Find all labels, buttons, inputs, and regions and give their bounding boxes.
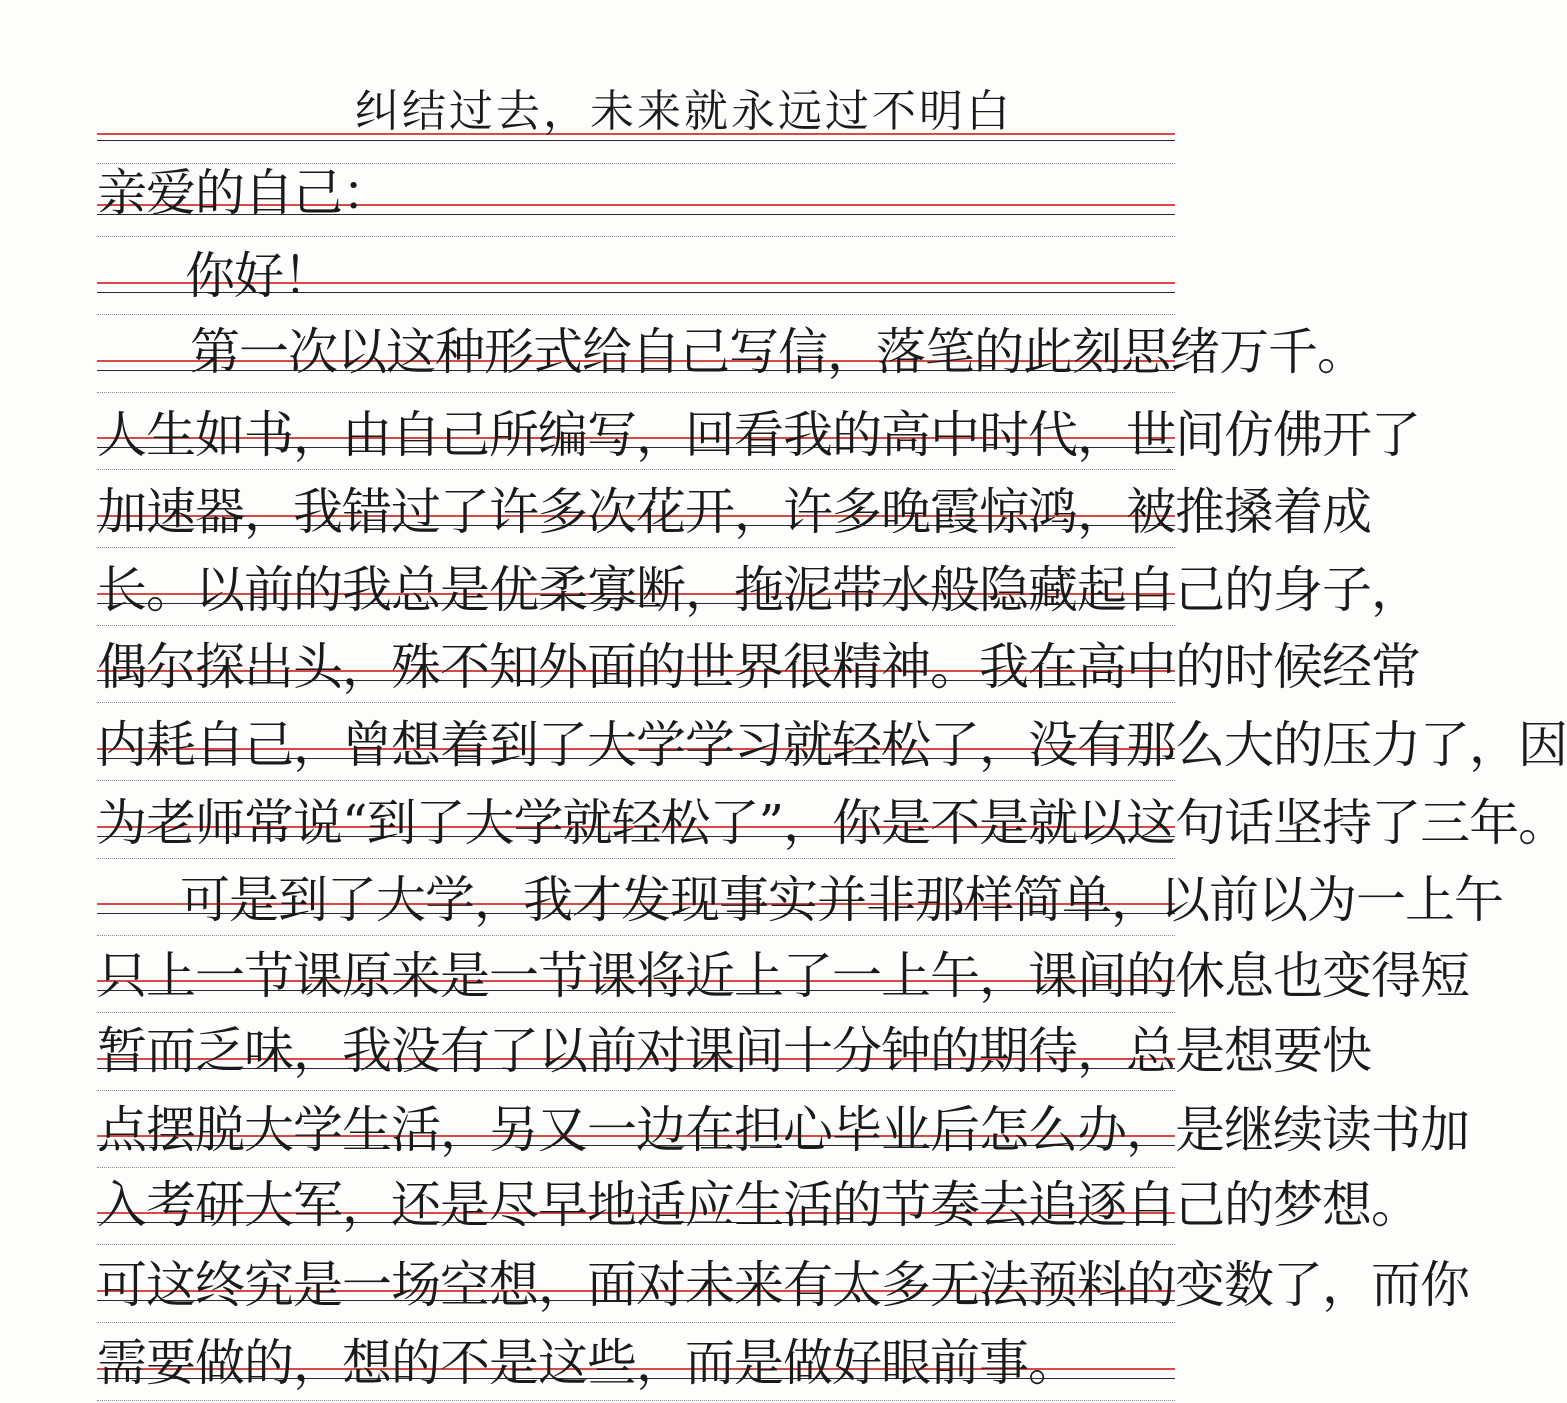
- body-line: 第一次以这种形式给自己写信，落笔的此刻思绪万千。: [190, 323, 1366, 381]
- dotted-rule-line: [97, 935, 1175, 936]
- dotted-rule-line: [97, 1167, 1175, 1168]
- greeting: 你好！: [185, 247, 332, 305]
- body-line: 可这终究是一场空想，面对未来有太多无法预料的变数了，而你: [97, 1256, 1469, 1314]
- body-line: 内耗自己，曾想着到了大学学习就轻松了，没有那么大的压力了，因: [97, 716, 1567, 774]
- black-rule-line: [97, 140, 1175, 141]
- dotted-rule-line: [97, 1090, 1175, 1091]
- body-line: 入考研大军，还是尽早地适应生活的节奏去追逐自己的梦想。: [97, 1176, 1420, 1234]
- body-line: 加速器，我错过了许多次花开，许多晚霞惊鸿，被推搡着成: [97, 483, 1371, 541]
- salutation: 亲爱的自己：: [97, 164, 391, 222]
- dotted-rule-line: [97, 1400, 1175, 1401]
- body-line: 偶尔探出头，殊不知外面的世界很精神。我在高中的时候经常: [97, 638, 1420, 696]
- body-line: 需要做的，想的不是这些，而是做好眼前事。: [97, 1334, 1077, 1392]
- dotted-rule-line: [97, 1012, 1175, 1013]
- dotted-rule-line: [97, 469, 1175, 470]
- body-line: 人生如书，由自己所编写，回看我的高中时代，世间仿佛开了: [97, 406, 1420, 464]
- body-line: 长。以前的我总是优柔寡断，拖泥带水般隐藏起自己的身子，: [97, 561, 1420, 619]
- body-line: 暂而乏味，我没有了以前对课间十分钟的期待，总是想要快: [97, 1022, 1371, 1080]
- dotted-rule-line: [97, 625, 1175, 626]
- body-line: 点摆脱大学生活，另又一边在担心毕业后怎么办，是继续读书加: [97, 1101, 1469, 1159]
- dotted-rule-line: [97, 702, 1175, 703]
- letter-title: 纠结过去，未来就永远过不明白: [355, 86, 1013, 137]
- dotted-rule-line: [97, 1322, 1175, 1323]
- body-line: 可是到了大学，我才发现事实并非那样简单，以前以为一上午: [180, 871, 1503, 929]
- dotted-rule-line: [97, 236, 1175, 237]
- dotted-rule-line: [97, 392, 1175, 393]
- dotted-rule-line: [97, 314, 1175, 315]
- body-line: 为老师常说“到了大学就轻松了”，你是不是就以这句话坚持了三年。: [97, 794, 1567, 852]
- body-line: 只上一节课原来是一节课将近上了一上午，课间的休息也变得短: [97, 947, 1469, 1005]
- dotted-rule-line: [97, 858, 1175, 859]
- dotted-rule-line: [97, 1244, 1175, 1245]
- dotted-rule-line: [97, 780, 1175, 781]
- dotted-rule-line: [97, 547, 1175, 548]
